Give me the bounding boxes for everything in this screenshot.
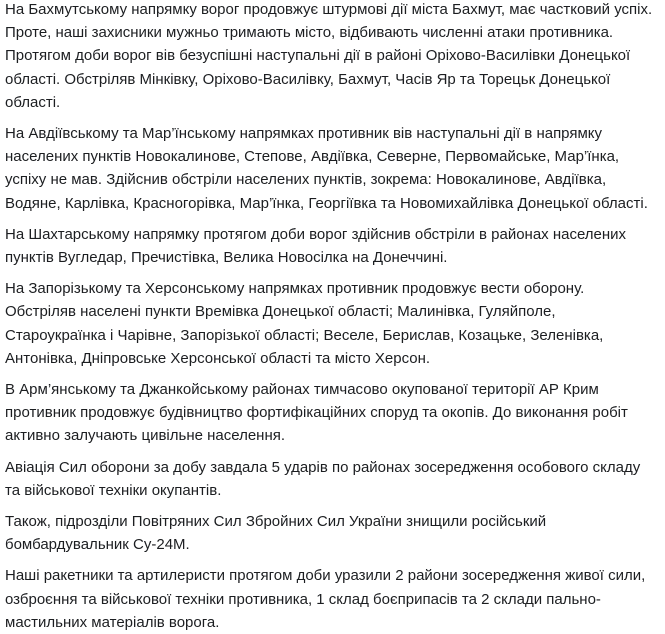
- paragraph-shakhtarsk: На Шахтарському напрямку протягом доби ворог здійснив обстріли в районах населених пунктів Вугледар, Пречистівка, Велика Новосілка на Донеччині.: [5, 225, 627, 267]
- paragraph-air-force: Також, підрозділи Повітряних Сил Збройних Сил України знищили російський бомбардувальник Су-24М.: [5, 513, 547, 554]
- paragraph-zaporizhzhia-kherson: На Запорізькому та Херсонському напрямках противник продовжує вести оборону. Обстріляв населені пункти Времівка Донецької області; Малинівка, Гуляйполе, Староукраїнка і Чарівне, Запорізької області; Веселе, Берислав, Козацьке, Зеленівка, Антонівка, Дніпровське Херсонської області та місто Херсон.: [5, 280, 604, 367]
- paragraph-aviation: Авіація Сил оборони за добу завдала 5 ударів по районах зосередження особового складу та військової техніки окупантів.: [5, 458, 641, 499]
- paragraph-bakhmut: На Бахмутському напрямку ворог продовжує штурмові дії міста Бахмут, має частковий успіх. Проте, наші захисники мужньо тримають місто, відбивають численні атаки противника. Протягом доби ворог вів безуспішні наступальні дії в районі Оріхово-Василівки Донецької області. Обстріляв Мінківку, Оріхово-Василівку, Бахмут, Часів Яр та Торецьк Донецької області.: [5, 1, 653, 111]
- paragraph-artillery: Наші ракетники та артилеристи протягом доби уразили 2 райони зосередження живої сили, озброєння та військової техніки противника, 1 склад боєприпасів та 2 склади пально-мастильних матеріалів ворога.: [5, 567, 646, 631]
- paragraph-avdiivka-marinka: На Авдіївському та Мар’їнському напрямках противник вів наступальні дії в напрямку населених пунктів Новокалинове, Степове, Авдіївка, Северне, Первомайське, Мар’їнка, успіху не мав. Здійснив обстріли населених пунктів, зокрема: Новокалинове, Авдіївка, Водяне, Карлівка, Красногорівка, Мар’їнка, Георгіївка та Новомихайлівка Донецької області.: [5, 125, 648, 212]
- paragraph-crimea: В Арм’янському та Джанкойському районах тимчасово окупованої території АР Крим противник продовжує будівництво фортифікаційних споруд та окопів. До виконання робіт активно залучають цивільне населення.: [5, 381, 628, 445]
